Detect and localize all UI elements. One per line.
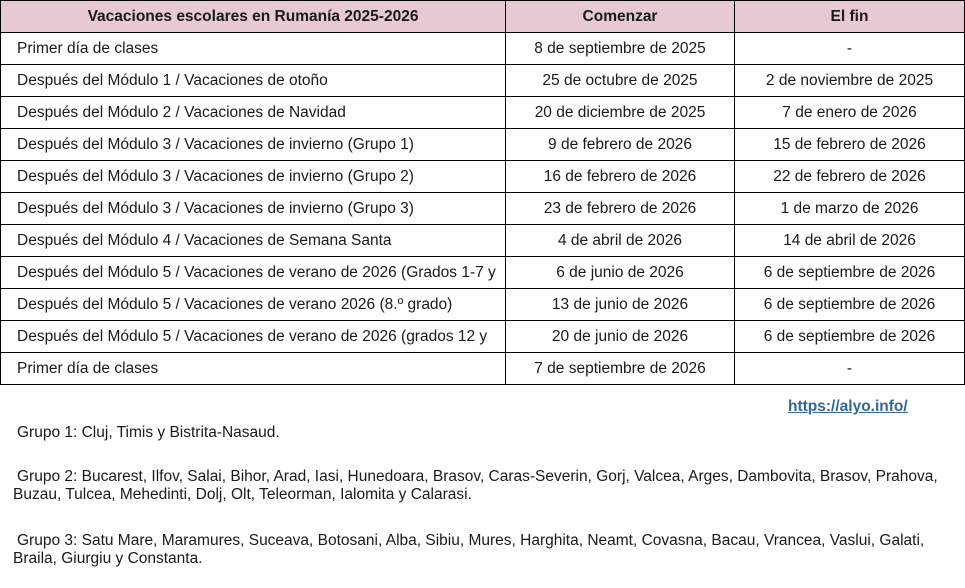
- table-row: [1, 353, 965, 385]
- row-label: Después del Módulo 5 / Vacaciones de verano de 2026 (Grados 1-7 y: [1, 257, 506, 289]
- row-label: Primer día de clases: [1, 33, 506, 65]
- row-start-date: 6 de junio de 2026: [506, 257, 735, 289]
- group-2-text: Grupo 2: Bucarest, Ilfov, Salai, Bihor, Arad, Iasi, Hunedoara, Brasov, Caras-Severin, Gorj, Valcea, Arges, Dambovita, Brasov, Prahova, Buzau, Tulcea, Mehedinti, Dolj, Olt, Teleorman, Ialomita y Calarasi.: [13, 468, 938, 503]
- table-row: [1, 225, 965, 257]
- row-label: Después del Módulo 3 / Vacaciones de invierno (Grupo 2): [1, 161, 506, 193]
- table-row: [1, 65, 965, 97]
- row-start-date: 25 de octubre de 2025: [506, 65, 735, 97]
- table-row: [1, 257, 965, 289]
- header-end: El fin: [735, 1, 965, 33]
- group-1-note: Grupo 1: Cluj, Timis y Bistrita-Nasaud.: [17, 424, 280, 441]
- row-end-date: 6 de septiembre de 2026: [735, 289, 965, 321]
- row-end-date: 2 de noviembre de 2025: [735, 65, 965, 97]
- group-2-note: [13, 468, 963, 504]
- table-row: [1, 321, 965, 353]
- row-start-date: 20 de diciembre de 2025: [506, 97, 735, 129]
- row-end-date: 1 de marzo de 2026: [735, 193, 965, 225]
- row-label: Después del Módulo 3 / Vacaciones de invierno (Grupo 3): [1, 193, 506, 225]
- row-label: Después del Módulo 2 / Vacaciones de Navidad: [1, 97, 506, 129]
- row-start-date: 4 de abril de 2026: [506, 225, 735, 257]
- row-start-date: 16 de febrero de 2026: [506, 161, 735, 193]
- row-start-date: 13 de junio de 2026: [506, 289, 735, 321]
- row-start-date: 23 de febrero de 2026: [506, 193, 735, 225]
- row-start-date: 8 de septiembre de 2025: [506, 33, 735, 65]
- table-header-row: [1, 1, 965, 33]
- row-label: Después del Módulo 5 / Vacaciones de verano de 2026 (grados 12 y: [1, 321, 506, 353]
- header-period: Vacaciones escolares en Rumanía 2025-2026: [1, 1, 506, 33]
- row-end-date: -: [735, 33, 965, 65]
- table-row: [1, 33, 965, 65]
- row-start-date: 7 de septiembre de 2026: [506, 353, 735, 385]
- table-row: [1, 193, 965, 225]
- row-end-date: 22 de febrero de 2026: [735, 161, 965, 193]
- group-3-text: Grupo 3: Satu Mare, Maramures, Suceava, Botosani, Alba, Sibiu, Mures, Harghita, Neamt, Covasna, Bacau, Vrancea, Vaslui, Galati, Braila, Giurgiu y Constanta.: [13, 532, 925, 567]
- header-start: Comenzar: [506, 1, 735, 33]
- row-end-date: -: [735, 353, 965, 385]
- table-row: [1, 97, 965, 129]
- row-end-date: 6 de septiembre de 2026: [735, 257, 965, 289]
- row-label: Primer día de clases: [1, 353, 506, 385]
- table-row: [1, 289, 965, 321]
- row-label: Después del Módulo 3 / Vacaciones de invierno (Grupo 1): [1, 129, 506, 161]
- source-link[interactable]: https://alyo.info/: [788, 398, 908, 415]
- row-label: Después del Módulo 4 / Vacaciones de Semana Santa: [1, 225, 506, 257]
- row-end-date: 6 de septiembre de 2026: [735, 321, 965, 353]
- row-end-date: 14 de abril de 2026: [735, 225, 965, 257]
- row-label: Después del Módulo 5 / Vacaciones de verano 2026 (8.º grado): [1, 289, 506, 321]
- table-row: [1, 129, 965, 161]
- group-3-note: [13, 532, 963, 568]
- row-end-date: 15 de febrero de 2026: [735, 129, 965, 161]
- row-end-date: 7 de enero de 2026: [735, 97, 965, 129]
- row-label: Después del Módulo 1 / Vacaciones de otoño: [1, 65, 506, 97]
- row-start-date: 9 de febrero de 2026: [506, 129, 735, 161]
- row-start-date: 20 de junio de 2026: [506, 321, 735, 353]
- table-row: [1, 161, 965, 193]
